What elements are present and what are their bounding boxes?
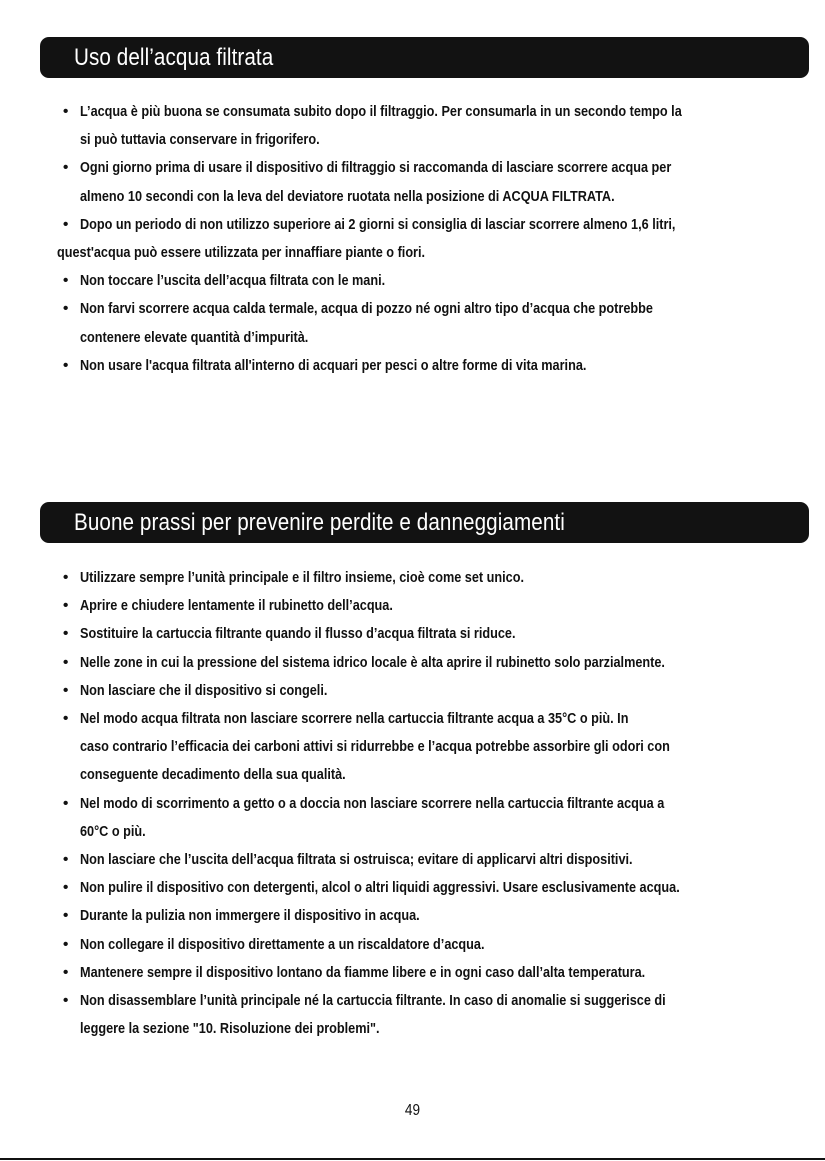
list-item (63, 649, 793, 677)
list-item (63, 592, 793, 620)
list-item (63, 98, 793, 154)
list-item (63, 931, 793, 959)
list-item (63, 295, 793, 351)
good-practices-list (63, 564, 793, 1043)
list-item-line: caso contrario l’efficacia dei carboni attivi si ridurrebbe e l’acqua potrebbe assorbire gli odori con (80, 738, 670, 756)
bullet: • (63, 159, 69, 177)
bullet: • (63, 851, 69, 869)
bullet: • (63, 907, 69, 925)
list-item-line: Non disassemblare l’unità principale né la cartuccia filtrante. In caso di anomalie si suggerisce di (80, 992, 666, 1010)
bullet: • (63, 963, 69, 981)
bullet: • (63, 992, 69, 1010)
list-item-line: Sostituire la cartuccia filtrante quando il flusso d’acqua filtrata si riduce. (80, 625, 516, 643)
list-item-line: Non farvi scorrere acqua calda termale, acqua di pozzo né ogni altro tipo d’acqua che potrebbe (80, 300, 653, 318)
list-item (63, 705, 793, 790)
list-item (63, 987, 793, 1043)
bullet: • (63, 569, 69, 586)
bullet: • (63, 794, 69, 812)
bullet: • (63, 300, 69, 318)
list-item-line: leggere la sezione "10. Risoluzione dei problemi". (80, 1020, 380, 1038)
bullet: • (63, 356, 69, 374)
list-item (63, 874, 793, 902)
bullet: • (63, 681, 69, 699)
bullet: • (63, 625, 69, 643)
list-item-line: Durante la pulizia non immergere il dispositivo in acqua. (80, 907, 420, 925)
list-item-line: Non lasciare che il dispositivo si congeli. (80, 681, 328, 699)
list-item (63, 352, 793, 380)
list-item-line: quest'acqua può essere utilizzata per innaffiare piante o fiori. (57, 244, 426, 262)
bullet: • (63, 272, 69, 290)
list-item (63, 267, 793, 295)
list-item (63, 677, 793, 705)
list-item-line: conseguente decadimento della sua qualità. (80, 766, 346, 784)
bullet: • (63, 597, 69, 615)
list-item-line: Nel modo acqua filtrata non lasciare scorrere nella cartuccia filtrante acqua a 35°C o più. In (80, 710, 629, 728)
list-item (57, 211, 793, 267)
section-title: Buone prassi per prevenire perdite e danneggiamenti (74, 508, 565, 536)
list-item-line: Nelle zone in cui la pressione del sistema idrico locale è alta aprire il rubinetto solo parzialmente. (80, 653, 665, 671)
list-item-line: Non usare l'acqua filtrata all'interno di acquari per pesci o altre forme di vita marina. (80, 356, 587, 374)
list-item-line: si può tuttavia conservare in frigorifero. (80, 131, 320, 149)
list-item-line: contenere elevate quantità d’impurità. (80, 328, 309, 346)
bullet: • (63, 879, 69, 897)
list-item (63, 902, 793, 930)
list-item-line: almeno 10 secondi con la leva del deviatore ruotata nella posizione di ACQUA FILTRATA. (80, 187, 615, 205)
page-number: 49 (404, 1102, 421, 1119)
list-item (63, 564, 793, 592)
list-item (63, 154, 793, 210)
list-item-line: Non pulire il dispositivo con detergenti, alcol o altri liquidi aggressivi. Usare esclusivamente acqua. (80, 879, 680, 897)
list-item-line: Aprire e chiudere lentamente il rubinetto dell’acqua. (80, 597, 393, 615)
list-item (63, 846, 793, 874)
list-item-line: Non collegare il dispositivo direttamente a un riscaldatore d’acqua. (80, 935, 485, 953)
bullet: • (63, 653, 69, 671)
list-item (63, 790, 793, 846)
bullet: • (63, 103, 69, 120)
filtered-water-tips-list (57, 98, 793, 380)
list-item-line: Dopo un periodo di non utilizzo superiore ai 2 giorni si consiglia di lasciar scorrere almeno 1,6 litri, (80, 215, 676, 233)
section-header-filtered-water (40, 37, 809, 78)
list-item-line: 60°C o più. (80, 822, 146, 840)
list-item (63, 620, 793, 648)
bullet: • (63, 710, 69, 728)
list-item-line: Non lasciare che l’uscita dell’acqua filtrata si ostruisca; evitare di applicarvi altri dispositivi. (80, 851, 633, 869)
bottom-rule (0, 1158, 825, 1160)
list-item-line: Nel modo di scorrimento a getto o a doccia non lasciare scorrere nella cartuccia filtrante acqua a (80, 794, 665, 812)
list-item-line: Mantenere sempre il dispositivo lontano da fiamme libere e in ogni caso dall’alta temperatura. (80, 963, 646, 981)
section-header-good-practices (40, 502, 809, 543)
list-item-line: Ogni giorno prima di usare il dispositivo di filtraggio si raccomanda di lasciare scorrere acqua per (80, 159, 672, 177)
list-item-line: Utilizzare sempre l’unità principale e il filtro insieme, cioè come set unico. (80, 569, 524, 586)
bullet: • (63, 215, 69, 233)
list-item-line: L’acqua è più buona se consumata subito dopo il filtraggio. Per consumarla in un secondo tempo la (80, 103, 682, 120)
list-item-line: Non toccare l’uscita dell’acqua filtrata con le mani. (80, 272, 386, 290)
list-item (63, 959, 793, 987)
section-title: Uso dell’acqua filtrata (74, 43, 274, 71)
bullet: • (63, 935, 69, 953)
